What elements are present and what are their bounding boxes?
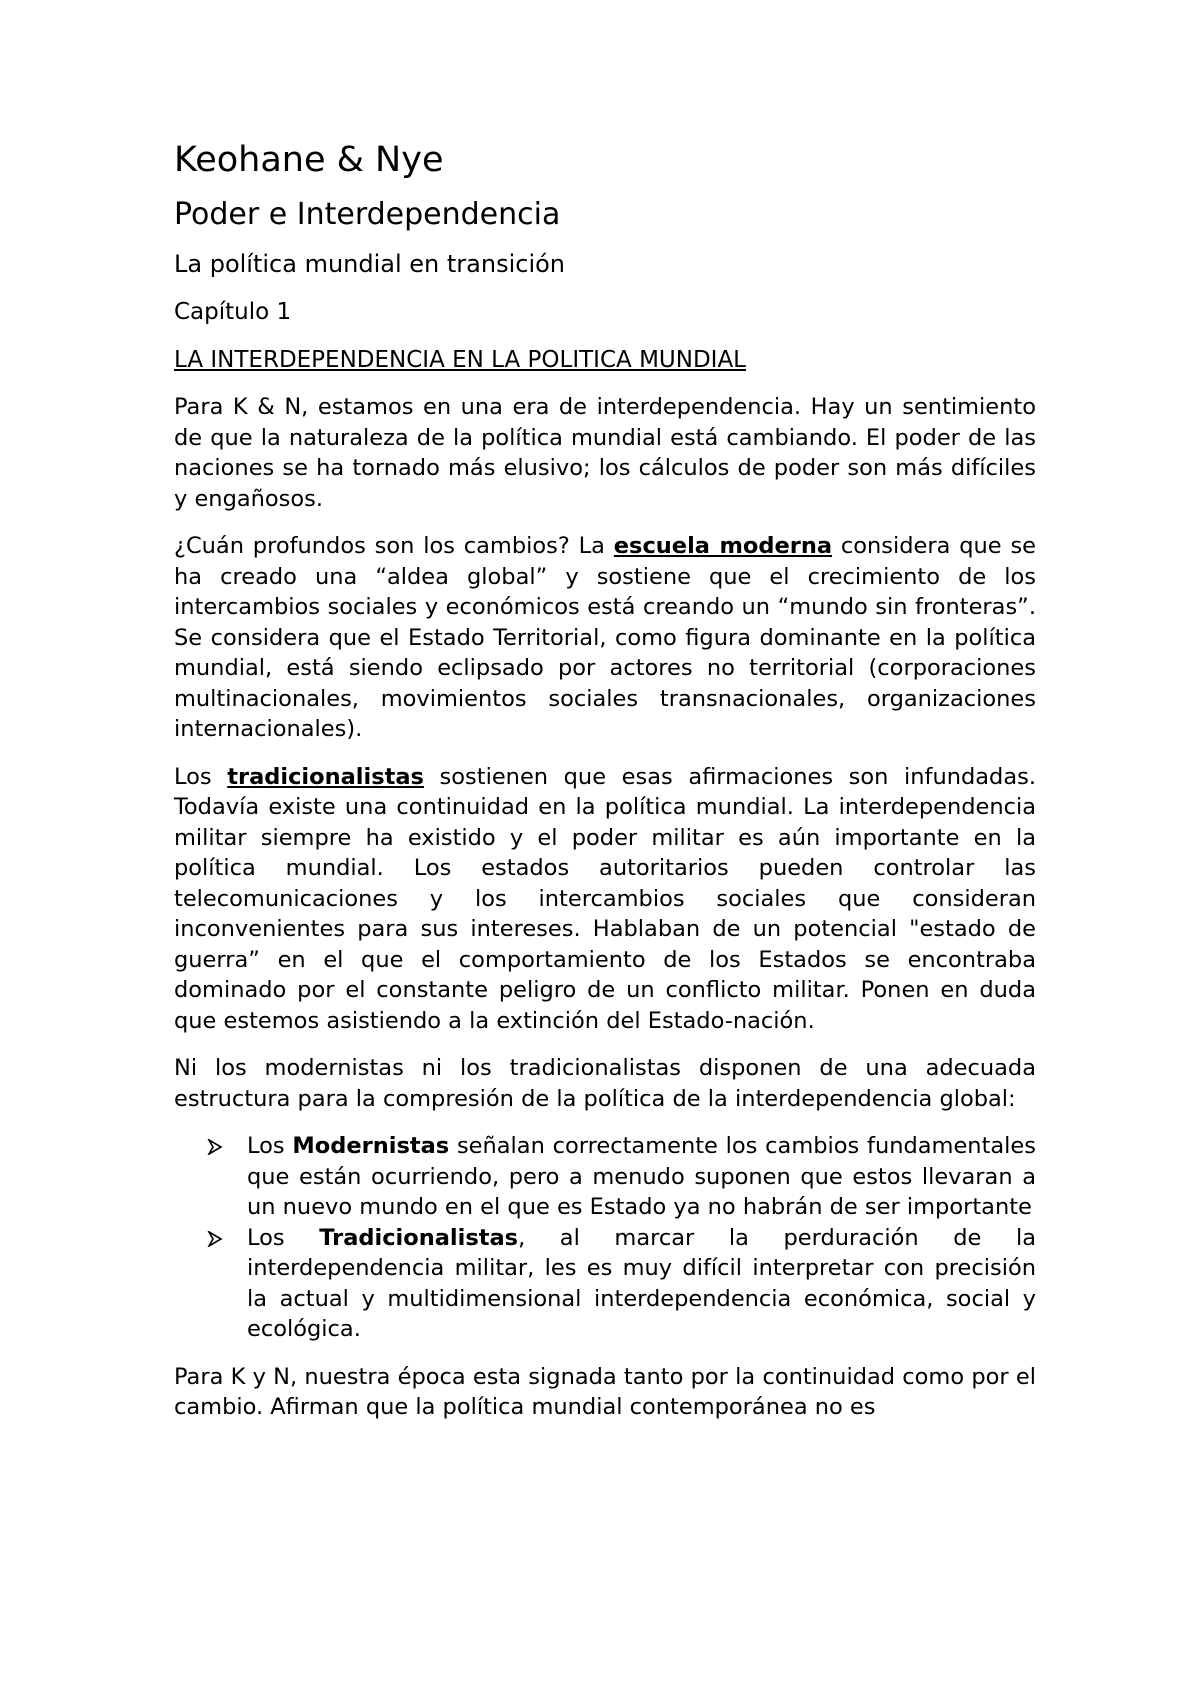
arrowhead-bullet-icon: [207, 1139, 223, 1155]
chapter-heading: Capítulo 1: [174, 299, 292, 325]
bullet-list: [174, 1131, 1036, 1345]
bullet-item-tradicionalistas: [174, 1223, 1036, 1345]
document-title: Keohane & Nye: [174, 140, 444, 180]
paragraph-2-text-start: ¿Cuán profundos son los cambios? La: [174, 533, 614, 559]
document-subtitle-2: La política mundial en transición: [174, 250, 566, 278]
term-escuela-moderna: escuela moderna: [613, 533, 833, 559]
paragraph-3-text-start: Los: [174, 763, 228, 790]
paragraph-3-text-end: sostienen que esas afirmaciones son infundadas. Todavía existe una continuidad en la política mundial. La interdependencia militar siempre ha existido y el poder militar es aún importante en la política mundial. Los estados autoritarios pueden controlar las telecomunicaciones y los intercambios sociales que consideran inconvenientes para sus intereses. Hablaban de un potencial "estado de guerra” en el que el comportamiento de los Estados se encontraba dominado por el constante peligro de un conflicto militar. Ponen en duda que estemos asistiendo a la extinción del Estado-nación.: [174, 763, 1036, 1034]
bullet-1-text-end: señalan correctamente los cambios fundamentales que están ocurriendo, pero a menudo suponen que estos llevaran a un nuevo mundo en el que es Estado ya no habrán de ser importante: [247, 1133, 1036, 1220]
paragraph-2: [174, 531, 1036, 745]
bullet-2-text-start: Los: [247, 1224, 320, 1251]
section-heading: LA INTERDEPENDENCIA EN LA POLITICA MUNDIAL: [174, 347, 746, 373]
paragraph-5: Para K y N, nuestra época esta signada tanto por la continuidad como por el cambio. Afirman que la política mundial contemporánea no es: [174, 1363, 1036, 1420]
paragraph-2-text-end: considera que se ha creado una “aldea global” y sostiene que el crecimiento de los intercambios sociales y económicos está creando un “mundo sin fronteras”. Se considera que el Estado Territorial, como figura dominante en la política mundial, está siendo eclipsado por actores no territorial (corporaciones multinacionales, movimientos sociales transnacionales, organizaciones internacionales).: [174, 533, 1037, 742]
bullet-1-text-start: Los: [247, 1133, 293, 1159]
term-tradicionalistas-bold: Tradicionalistas: [319, 1224, 519, 1251]
term-modernistas: Modernistas: [292, 1133, 450, 1159]
document-page: [174, 138, 1036, 1440]
paragraph-1: Para K & N, estamos en una era de interdependencia. Hay un sentimiento de que la naturaleza de la política mundial está cambiando. El poder de las naciones se ha tornado más elusivo; los cálculos de poder son más difíciles y engañosos.: [174, 394, 1036, 512]
term-tradicionalistas: tradicionalistas: [227, 763, 424, 790]
paragraph-4: Ni los modernistas ni los tradicionalistas disponen de una adecuada estructura para la compresión de la política de la interdependencia global:: [174, 1055, 1036, 1112]
bullet-2-text-end: , al marcar la perduración de la interdependencia militar, les es muy difícil interpretar con precisión la actual y multidimensional interdependencia económica, social y ecológica.: [247, 1224, 1037, 1342]
arrowhead-bullet-icon: [207, 1231, 223, 1247]
paragraph-3: [174, 762, 1036, 1037]
document-subtitle: Poder e Interdependencia: [174, 197, 561, 232]
bullet-item-modernistas: [174, 1131, 1036, 1223]
